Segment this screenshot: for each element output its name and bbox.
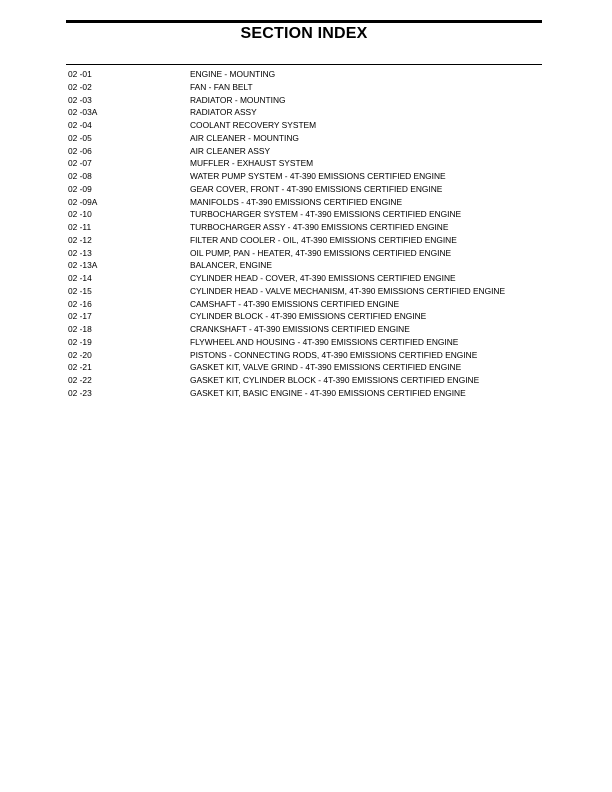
- section-code: 02 -23: [68, 387, 92, 398]
- section-description: FAN - FAN BELT: [190, 81, 253, 92]
- index-entry[interactable]: [68, 145, 542, 158]
- index-entry[interactable]: [68, 94, 542, 107]
- index-entry[interactable]: [68, 157, 542, 170]
- section-code: 02 -02: [68, 81, 92, 92]
- section-code: 02 -12: [68, 234, 92, 245]
- section-description: ENGINE - MOUNTING: [190, 69, 276, 79]
- section-description: CYLINDER HEAD - COVER, 4T-390 EMISSIONS CERTIFIED ENGINE: [190, 273, 456, 283]
- index-entry[interactable]: [68, 361, 542, 374]
- section-code: 02 -11: [68, 222, 92, 232]
- index-entry[interactable]: [68, 285, 542, 298]
- section-code: 02 -21: [68, 362, 92, 373]
- section-code: 02 -15: [68, 285, 92, 296]
- section-description: AIR CLEANER - MOUNTING: [190, 132, 299, 143]
- section-code: 02 -01: [68, 69, 92, 79]
- section-description: TURBOCHARGER ASSY - 4T-390 EMISSIONS CERTIFIED ENGINE: [190, 222, 449, 232]
- index-entry[interactable]: [68, 374, 542, 387]
- section-code: 02 -06: [68, 145, 92, 156]
- index-entry[interactable]: [68, 106, 542, 119]
- top-rule: [66, 20, 542, 23]
- index-entry[interactable]: [68, 323, 542, 336]
- section-description: PISTONS - CONNECTING RODS, 4T-390 EMISSIONS CERTIFIED ENGINE: [190, 349, 478, 360]
- index-entry[interactable]: [68, 310, 542, 323]
- section-code: 02 -03: [68, 94, 92, 105]
- title-divider: [66, 64, 542, 65]
- index-entry[interactable]: [68, 349, 542, 362]
- section-code: 02 -13A: [68, 260, 98, 271]
- section-code: 02 -04: [68, 120, 92, 130]
- section-code: 02 -13: [68, 247, 92, 258]
- section-code: 02 -20: [68, 349, 92, 360]
- section-code: 02 -07: [68, 158, 92, 169]
- section-code: 02 -18: [68, 324, 92, 334]
- section-code: 02 -05: [68, 132, 92, 143]
- index-entry[interactable]: [68, 183, 542, 196]
- section-description: OIL PUMP, PAN - HEATER, 4T-390 EMISSIONS CERTIFIED ENGINE: [190, 247, 452, 258]
- index-entry[interactable]: [68, 208, 542, 221]
- index-entry[interactable]: [68, 170, 542, 183]
- section-description: AIR CLEANER ASSY: [190, 145, 271, 156]
- section-description: BALANCER, ENGINE: [190, 260, 272, 271]
- section-description: CYLINDER BLOCK - 4T-390 EMISSIONS CERTIFIED ENGINE: [190, 311, 427, 322]
- section-description: GASKET KIT, CYLINDER BLOCK - 4T-390 EMISSIONS CERTIFIED ENGINE: [190, 375, 480, 385]
- section-description: GASKET KIT, VALVE GRIND - 4T-390 EMISSIONS CERTIFIED ENGINE: [190, 362, 462, 373]
- section-description: COOLANT RECOVERY SYSTEM: [190, 120, 317, 130]
- index-entry[interactable]: [68, 336, 542, 349]
- section-description: FILTER AND COOLER - OIL, 4T-390 EMISSIONS CERTIFIED ENGINE: [190, 234, 457, 245]
- section-code: 02 -09: [68, 183, 92, 194]
- index-entry[interactable]: [68, 272, 542, 285]
- index-entry[interactable]: [68, 259, 542, 272]
- section-description: GASKET KIT, BASIC ENGINE - 4T-390 EMISSIONS CERTIFIED ENGINE: [190, 387, 466, 398]
- section-code: 02 -17: [68, 311, 92, 322]
- page-title: SECTION INDEX: [240, 25, 368, 42]
- section-code: 02 -19: [68, 336, 92, 347]
- section-description: CRANKSHAFT - 4T-390 EMISSIONS CERTIFIED ENGINE: [190, 324, 410, 334]
- section-description: CYLINDER HEAD - VALVE MECHANISM, 4T-390 EMISSIONS CERTIFIED ENGINE: [190, 285, 506, 296]
- index-entry[interactable]: [68, 132, 542, 145]
- section-description: GEAR COVER, FRONT - 4T-390 EMISSIONS CERTIFIED ENGINE: [190, 183, 443, 194]
- index-entry[interactable]: [68, 119, 542, 132]
- index-entry[interactable]: [68, 81, 542, 94]
- section-code: 02 -08: [68, 171, 92, 181]
- section-description: MUFFLER - EXHAUST SYSTEM: [190, 158, 314, 169]
- section-code: 02 -16: [68, 298, 92, 309]
- index-entry[interactable]: [68, 298, 542, 311]
- section-description: RADIATOR ASSY: [190, 107, 257, 118]
- section-description: WATER PUMP SYSTEM - 4T-390 EMISSIONS CERTIFIED ENGINE: [190, 171, 446, 181]
- section-index-list: [68, 68, 542, 400]
- index-entry[interactable]: [68, 247, 542, 260]
- index-entry[interactable]: [68, 387, 542, 400]
- index-entry[interactable]: [68, 221, 542, 234]
- section-description: RADIATOR - MOUNTING: [190, 94, 286, 105]
- section-description: CAMSHAFT - 4T-390 EMISSIONS CERTIFIED ENGINE: [190, 298, 400, 309]
- section-description: TURBOCHARGER SYSTEM - 4T-390 EMISSIONS CERTIFIED ENGINE: [190, 209, 462, 220]
- index-entry[interactable]: [68, 68, 542, 81]
- section-code: 02 -22: [68, 375, 92, 385]
- section-code: 02 -10: [68, 209, 92, 220]
- section-description: FLYWHEEL AND HOUSING - 4T-390 EMISSIONS CERTIFIED ENGINE: [190, 336, 459, 347]
- section-code: 02 -14: [68, 273, 92, 283]
- index-entry[interactable]: [68, 234, 542, 247]
- index-entry[interactable]: [68, 196, 542, 209]
- section-code: 02 -09A: [68, 196, 98, 207]
- section-description: MANIFOLDS - 4T-390 EMISSIONS CERTIFIED ENGINE: [190, 196, 403, 207]
- section-code: 02 -03A: [68, 107, 98, 118]
